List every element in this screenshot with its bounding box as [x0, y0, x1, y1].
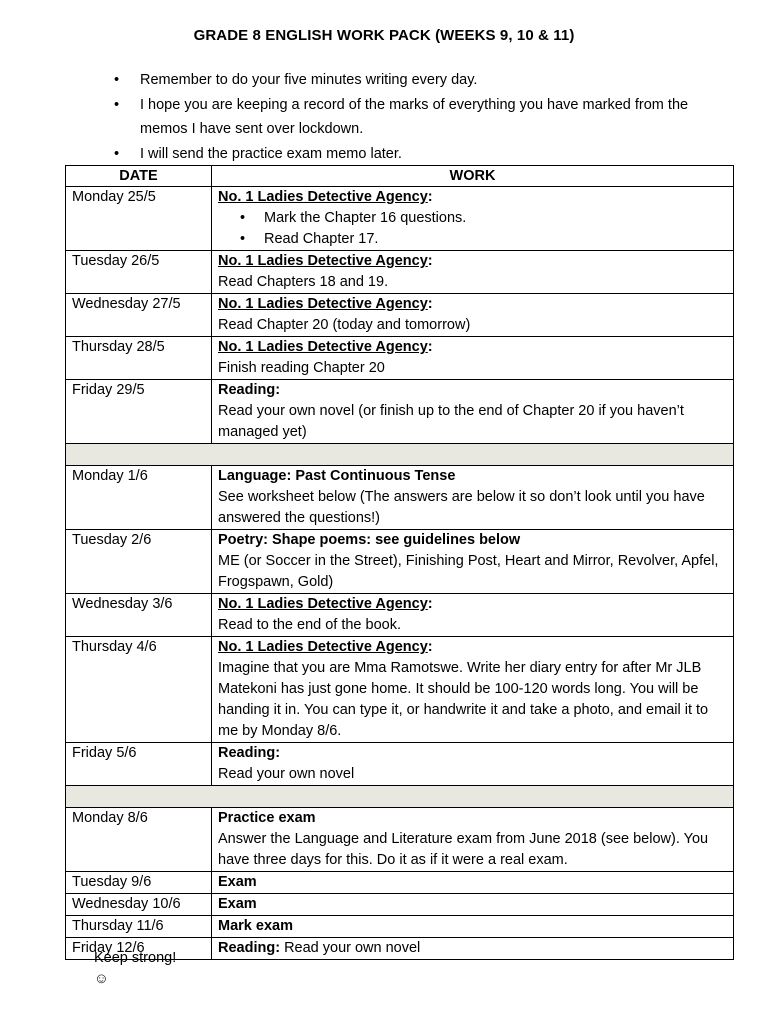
table-header-row: [66, 166, 734, 187]
work-items: [218, 208, 727, 250]
date-cell: Thursday 4/6: [66, 637, 212, 743]
list-item: • Mark the Chapter 16 questions.: [218, 208, 727, 229]
work-cell: No. 1 Ladies Detective Agency: Imagine that you are Mma Ramotswe. Write her diary entry for after Mr JLB Matekoni has just gone home. It should be 100-120 words long. You will be handing it in. You can type it, or handwrite it and take a photo, and email it to me by Monday 8/6.: [212, 637, 734, 743]
work-cell: [212, 872, 734, 894]
table-row: [66, 380, 734, 444]
table-row: [66, 530, 734, 594]
separator-cell: [66, 786, 734, 808]
table-row: [66, 251, 734, 294]
date-cell: Friday 29/5: [66, 380, 212, 444]
closing-text: Keep strong!: [94, 950, 177, 966]
work-cell: No. 1 Ladies Detective Agency: Read Chapters 18 and 19.: [212, 251, 734, 294]
date-cell: Wednesday 3/6: [66, 594, 212, 637]
work-heading: Reading:: [218, 745, 281, 761]
table-row: [66, 916, 734, 938]
date-cell: Thursday 11/6: [66, 916, 212, 938]
work-heading: Practice exam: [218, 810, 316, 826]
schedule-table: [65, 165, 734, 960]
table-row: [66, 187, 734, 251]
table-row: [66, 294, 734, 337]
table-row: [66, 337, 734, 380]
table-row: [66, 894, 734, 916]
date-cell: Monday 1/6: [66, 466, 212, 530]
work-text: Read your own novel: [284, 940, 421, 956]
work-cell: [212, 530, 734, 594]
week-separator: [66, 786, 734, 808]
work-cell: [212, 808, 734, 872]
date-cell: Wednesday 10/6: [66, 894, 212, 916]
work-heading: Reading:: [218, 940, 281, 956]
date-cell: Friday 5/6: [66, 743, 212, 786]
work-cell: [212, 743, 734, 786]
table-row: [66, 594, 734, 637]
work-cell: No. 1 Ladies Detective Agency: Finish reading Chapter 20: [212, 337, 734, 380]
work-heading: Poetry: Shape poems: see guidelines below: [218, 532, 521, 548]
table-row: [66, 743, 734, 786]
work-text: ME (or Soccer in the Street), Finishing Post, Heart and Mirror, Revolver, Apfel, Frogspawn, Gold): [218, 553, 719, 590]
date-cell: Monday 25/5: [66, 187, 212, 251]
work-heading: No. 1 Ladies Detective Agency: [218, 596, 428, 612]
work-text: Read your own novel: [218, 766, 355, 782]
work-cell: [212, 380, 734, 444]
date-cell: Monday 8/6: [66, 808, 212, 872]
work-cell: No. 1 Ladies Detective Agency: Read to the end of the book.: [212, 594, 734, 637]
work-heading: Exam: [218, 874, 257, 890]
table-row: [66, 808, 734, 872]
date-cell: Tuesday 2/6: [66, 530, 212, 594]
work-text: Read to the end of the book.: [218, 617, 401, 633]
date-cell: Friday 12/6: [66, 938, 212, 960]
instruction-item: • I will send the practice exam memo later.: [114, 142, 714, 167]
table-row: [66, 872, 734, 894]
work-heading: Mark exam: [218, 918, 293, 934]
work-heading: Exam: [218, 896, 257, 912]
work-cell: [212, 916, 734, 938]
date-cell: Tuesday 9/6: [66, 872, 212, 894]
work-text: Read Chapter 20 (today and tomorrow): [218, 317, 471, 333]
work-column-header: WORK: [212, 166, 734, 187]
instructions-list: [114, 68, 714, 166]
work-text: See worksheet below (The answers are below it so don’t look until you have answered the questions!): [218, 489, 705, 526]
work-text: Answer the Language and Literature exam from June 2018 (see below). You have three days for this. Do it as if it were a real exam.: [218, 831, 709, 868]
work-cell: No. 1 Ladies Detective Agency: Read Chapter 20 (today and tomorrow): [212, 294, 734, 337]
date-cell: Wednesday 27/5: [66, 294, 212, 337]
week-separator: [66, 444, 734, 466]
work-heading: No. 1 Ladies Detective Agency: [218, 189, 428, 205]
table-row: [66, 637, 734, 743]
work-heading: No. 1 Ladies Detective Agency: [218, 253, 428, 269]
work-text: Finish reading Chapter 20: [218, 360, 385, 376]
work-text: Read your own novel (or finish up to the end of Chapter 20 if you haven’t managed yet): [218, 403, 684, 440]
separator-cell: [66, 444, 734, 466]
work-text: Read Chapters 18 and 19.: [218, 274, 389, 290]
work-heading: No. 1 Ladies Detective Agency: [218, 296, 428, 312]
table-row: [66, 466, 734, 530]
instruction-item: • Remember to do your five minutes writing every day.: [114, 68, 714, 93]
work-text: Imagine that you are Mma Ramotswe. Write her diary entry for after Mr JLB Matekoni has just gone home. It should be 100-120 words long. You will be handing it in. You can type it, or handwrite it and take a photo, and email it to me by Monday 8/6.: [218, 660, 709, 739]
work-heading: Reading:: [218, 382, 281, 398]
instruction-item: • I hope you are keeping a record of the marks of everything you have marked from the memos I have sent over lockdown.: [114, 93, 714, 142]
work-heading: Language: Past Continuous Tense: [218, 468, 456, 484]
date-column-header: DATE: [66, 166, 212, 187]
work-cell: [212, 466, 734, 530]
work-heading: No. 1 Ladies Detective Agency: [218, 339, 428, 355]
work-cell: No. 1 Ladies Detective Agency: • Mark the Chapter 16 questions. • Read Chapter 17.: [212, 187, 734, 251]
footer: [94, 948, 176, 990]
page-title: GRADE 8 ENGLISH WORK PACK (WEEKS 9, 10 & 11): [193, 27, 575, 44]
work-cell: [212, 894, 734, 916]
list-item: • Read Chapter 17.: [218, 229, 727, 250]
work-cell: [212, 938, 734, 960]
date-cell: Tuesday 26/5: [66, 251, 212, 294]
smiley-icon: ☺: [94, 971, 109, 987]
work-heading: No. 1 Ladies Detective Agency: [218, 639, 428, 655]
date-cell: Thursday 28/5: [66, 337, 212, 380]
